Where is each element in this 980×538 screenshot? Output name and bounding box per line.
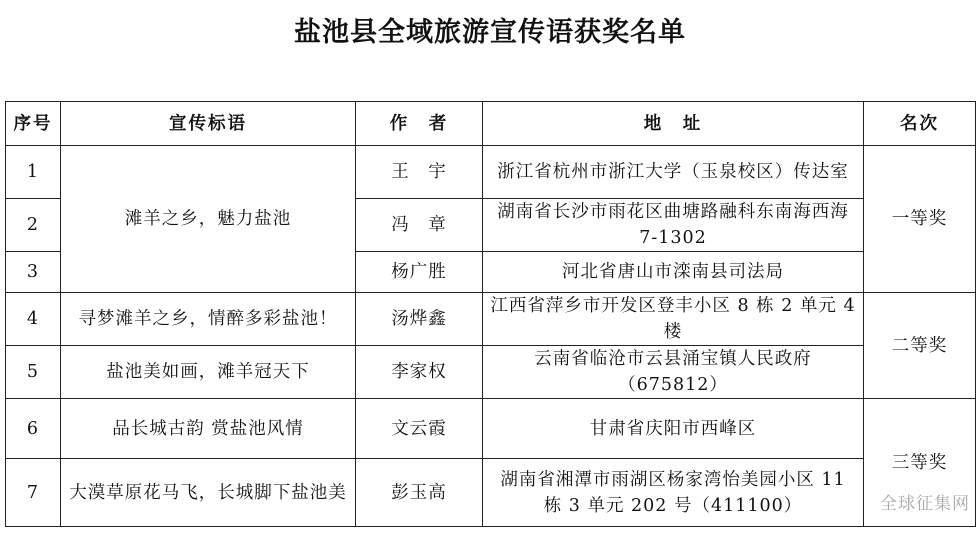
header-slogan: 宣传标语 xyxy=(61,102,356,146)
watermark: 全球征集网 xyxy=(880,494,970,514)
address-cell: 浙江省杭州市浙江大学（玉泉校区）传达室 xyxy=(483,146,864,199)
table-row xyxy=(6,146,976,199)
page-title: 盐池县全域旅游宣传语获奖名单 xyxy=(294,17,686,48)
header-address: 地 址 xyxy=(483,102,864,146)
author-cell: 李家权 xyxy=(356,346,483,399)
slogan-cell: 寻梦滩羊之乡，情醉多彩盐池！ xyxy=(61,293,356,346)
address-cell: 河北省唐山市滦南县司法局 xyxy=(483,252,864,293)
slogan-cell: 品长城古韵 赏盐池风情 xyxy=(61,399,356,459)
header-rank: 名次 xyxy=(864,102,976,146)
row-index: 2 xyxy=(6,199,61,252)
row-index: 4 xyxy=(6,293,61,346)
author-cell: 冯 章 xyxy=(356,199,483,252)
table-row xyxy=(6,459,976,527)
awards-table xyxy=(5,101,976,527)
table-row xyxy=(6,346,976,399)
rank-cell: 一等奖 xyxy=(864,146,976,293)
address-cell: 湖南省长沙市雨花区曲塘路融科东南海西海 7-1302 xyxy=(483,199,864,252)
table-row xyxy=(6,293,976,346)
rank-cell: 二等奖 xyxy=(864,293,976,399)
address-cell: 云南省临沧市云县涌宝镇人民政府（675812） xyxy=(483,346,864,399)
row-index: 7 xyxy=(6,459,61,527)
row-index: 3 xyxy=(6,252,61,293)
author-cell: 杨广胜 xyxy=(356,252,483,293)
author-cell: 文云霞 xyxy=(356,399,483,459)
header-index: 序号 xyxy=(6,102,61,146)
row-index: 1 xyxy=(6,146,61,199)
table-row xyxy=(6,399,976,459)
rank-cell: 三等奖 xyxy=(864,399,976,527)
address-cell: 江西省萍乡市开发区登丰小区 8 栋 2 单元 4 楼 xyxy=(483,293,864,346)
author-cell: 汤烨鑫 xyxy=(356,293,483,346)
row-index: 5 xyxy=(6,346,61,399)
author-cell: 王 宇 xyxy=(356,146,483,199)
header-author: 作 者 xyxy=(356,102,483,146)
row-index: 6 xyxy=(6,399,61,459)
slogan-cell: 大漠草原花马飞，长城脚下盐池美 xyxy=(61,459,356,527)
author-cell: 彭玉高 xyxy=(356,459,483,527)
slogan-cell: 滩羊之乡，魅力盐池 xyxy=(61,146,356,293)
table-header-row xyxy=(6,102,976,146)
address-cell: 湖南省湘潭市雨湖区杨家湾怡美园小区 11 栋 3 单元 202 号（411100） xyxy=(483,459,864,527)
slogan-cell: 盐池美如画，滩羊冠天下 xyxy=(61,346,356,399)
address-cell: 甘肃省庆阳市西峰区 xyxy=(483,399,864,459)
